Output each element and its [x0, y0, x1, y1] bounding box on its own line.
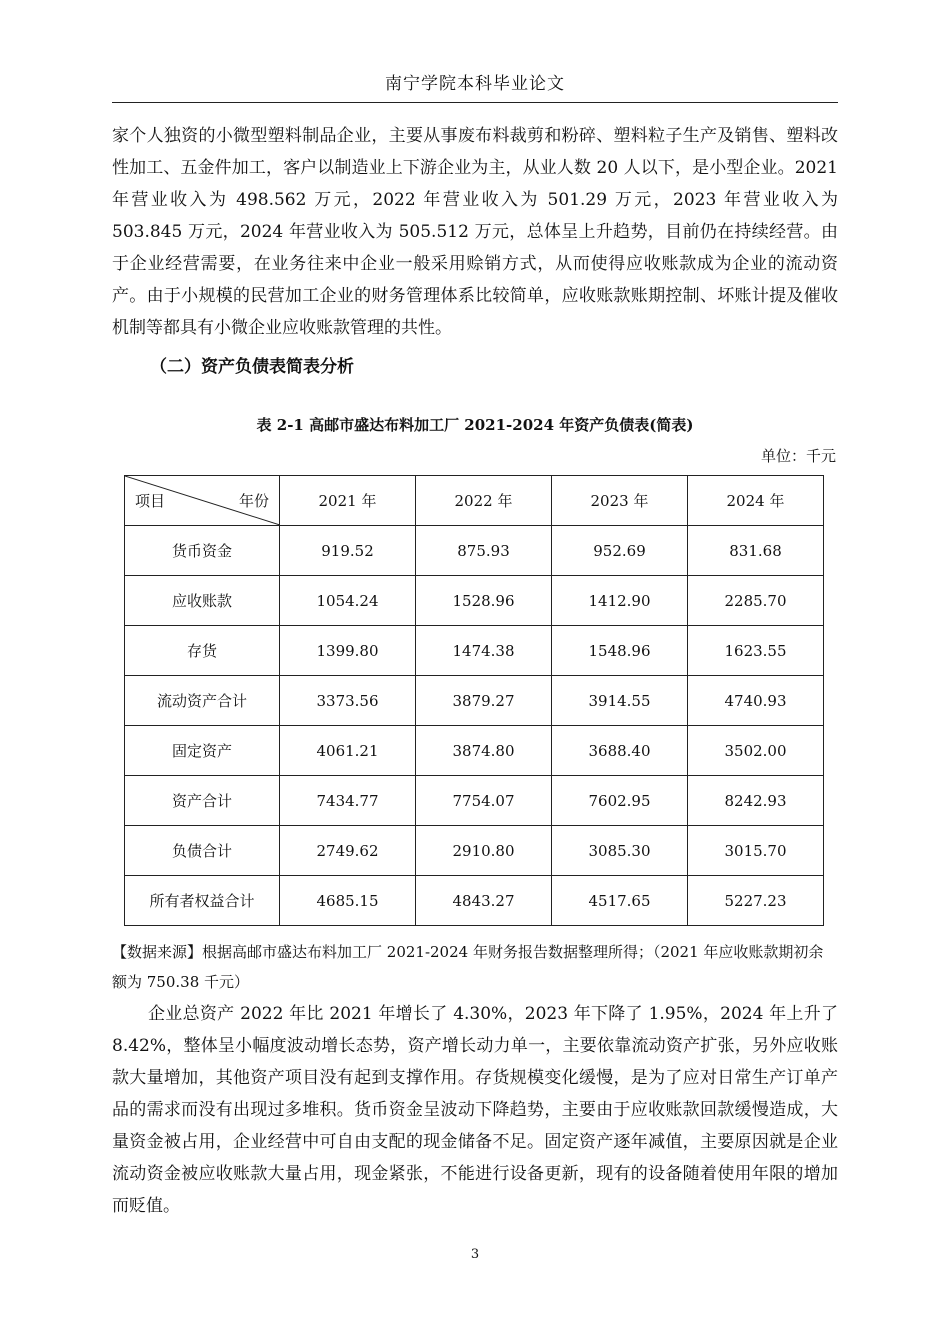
row-label-cell: 固定资产: [125, 726, 280, 776]
value-cell: 8242.93: [688, 776, 824, 826]
value-cell: 1623.55: [688, 626, 824, 676]
header-year-label: 年份: [238, 492, 269, 510]
value-cell: 831.68: [688, 526, 824, 576]
value-cell: 3879.27: [416, 676, 552, 726]
table-row: [125, 726, 824, 776]
table-row: [125, 776, 824, 826]
value-cell: 5227.23: [688, 876, 824, 926]
value-cell: 2285.70: [688, 576, 824, 626]
data-source-note: 【数据来源】根据高邮市盛达布料加工厂 2021-2024 年财务报告数据整理所得；（2021 年应收账款期初余额为 750.38 千元）: [112, 943, 824, 991]
value-cell: 1548.96: [552, 626, 688, 676]
value-cell: 3373.56: [280, 676, 416, 726]
year-header-cell: 2023 年: [552, 476, 688, 526]
row-label-cell: 货币资金: [125, 526, 280, 576]
row-label-cell: 应收账款: [125, 576, 280, 626]
value-cell: 3914.55: [552, 676, 688, 726]
value-cell: 1528.96: [416, 576, 552, 626]
value-cell: 1474.38: [416, 626, 552, 676]
value-cell: 4517.65: [552, 876, 688, 926]
value-cell: 3874.80: [416, 726, 552, 776]
header-corner-cell: [125, 476, 280, 526]
table-caption: 表 2-1 高邮市盛达布料加工厂 2021-2024 年资产负债表(简表): [256, 416, 694, 434]
table-row: [125, 676, 824, 726]
page-number: 3: [470, 1247, 480, 1262]
table-row: [125, 526, 824, 576]
year-header-cell: 2024 年: [688, 476, 824, 526]
value-cell: 1412.90: [552, 576, 688, 626]
row-label-cell: 存货: [125, 626, 280, 676]
value-cell: 7754.07: [416, 776, 552, 826]
intro-paragraph: 家个人独资的小微型塑料制品企业，主要从事废布料裁剪和粉碎、塑料粒子生产及销售、塑料改性加工、五金件加工，客户以制造业上下游企业为主，从业人数 20 人以下，是小型企业。2021 年营业收入为 498.562 万元，2022 年营业收入为 501.29 万元，2023 年营业收入为 503.845 万元，2024 年营业收入为 505.512 万元，总体呈上升趋势，目前仍在持续经营。由于企业经营需要，在业务往来中企业一般采用赊销方式，从而使得应收账款成为企业的流动资产。由于小规模的民营加工企业的财务管理体系比较简单，应收账款账期控制、坏账计提及催收机制等都具有小微企业应收账款管理的共性。: [112, 126, 838, 338]
value-cell: 1399.80: [280, 626, 416, 676]
table-row: [125, 576, 824, 626]
value-cell: 875.93: [416, 526, 552, 576]
value-cell: 3688.40: [552, 726, 688, 776]
value-cell: 952.69: [552, 526, 688, 576]
value-cell: 2910.80: [416, 826, 552, 876]
balance-sheet-table: [124, 475, 824, 926]
value-cell: 4685.15: [280, 876, 416, 926]
year-header-cell: 2022 年: [416, 476, 552, 526]
table-row: [125, 826, 824, 876]
row-label-cell: 所有者权益合计: [125, 876, 280, 926]
row-label-cell: 资产合计: [125, 776, 280, 826]
value-cell: 4843.27: [416, 876, 552, 926]
value-cell: 3015.70: [688, 826, 824, 876]
table-row: [125, 626, 824, 676]
section-heading: （二）资产负债表简表分析: [150, 357, 354, 377]
value-cell: 3502.00: [688, 726, 824, 776]
analysis-paragraph: 企业总资产 2022 年比 2021 年增长了 4.30%，2023 年下降了 1.95%，2024 年上升了 8.42%，整体呈小幅度波动增长态势，资产增长动力单一，主要依靠流动资产扩张，另外应收账款大量增加，其他资产项目没有起到支撑作用。存货规模变化缓慢，是为了应对日常生产订单产品的需求而没有出现过多堆积。货币资金呈波动下降趋势，主要由于应收账款回款缓慢造成，大量资金被占用，企业经营中可自由支配的现金储备不足。固定资产逐年减值，主要原因就是企业流动资金被应收账款大量占用，现金紧张，不能进行设备更新，现有的设备随着使用年限的增加而贬值。: [112, 1004, 838, 1216]
value-cell: 7434.77: [280, 776, 416, 826]
value-cell: 2749.62: [280, 826, 416, 876]
row-label-cell: 流动资产合计: [125, 676, 280, 726]
table-row: [125, 876, 824, 926]
year-header-cell: 2021 年: [280, 476, 416, 526]
value-cell: 4740.93: [688, 676, 824, 726]
table-unit: 单位：千元: [760, 447, 836, 465]
value-cell: 1054.24: [280, 576, 416, 626]
value-cell: 919.52: [280, 526, 416, 576]
running-header: 南宁学院本科毕业论文: [112, 66, 838, 103]
value-cell: 3085.30: [552, 826, 688, 876]
header-item-label: 项目: [135, 492, 166, 510]
table-header-row: [125, 476, 824, 526]
row-label-cell: 负债合计: [125, 826, 280, 876]
value-cell: 7602.95: [552, 776, 688, 826]
value-cell: 4061.21: [280, 726, 416, 776]
